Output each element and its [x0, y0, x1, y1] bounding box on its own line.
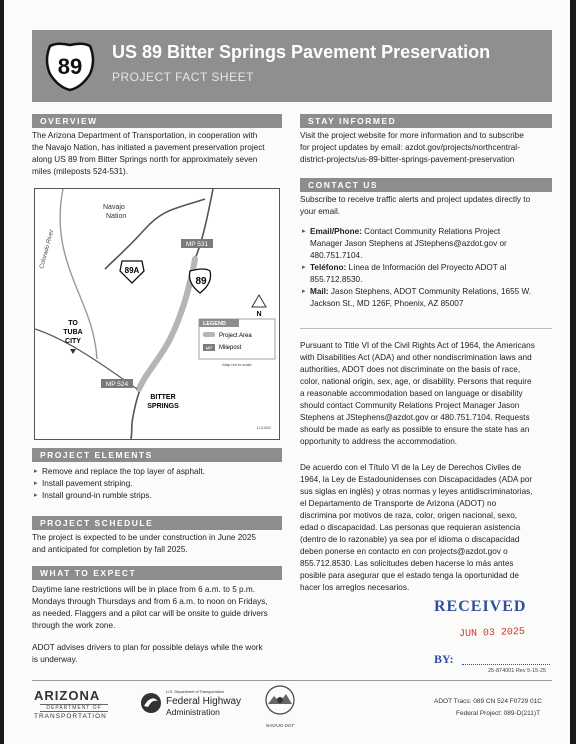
title-vi-spanish	[300, 462, 556, 594]
shield-89-label: 89	[195, 276, 207, 287]
overview-line: along US 89 from Bitter Springs north for approximately seven	[32, 155, 258, 164]
navajo-dot-emblem-icon	[260, 684, 300, 718]
map-label-to: TO	[68, 320, 78, 327]
project-elements-heading: PROJECT ELEMENTS	[32, 448, 282, 462]
schedule-line: and anticipated for completion by fall 2025.	[32, 545, 188, 554]
title-vi-line: Pursuant to Title VI of the Civil Rights Act of 1964, the Americans	[300, 341, 535, 350]
north-label: N	[256, 311, 262, 318]
overview-text	[32, 130, 284, 178]
contact-intro-line: Subscribe to receive traffic alerts and project updates directly to	[300, 195, 531, 204]
list-item: ▸ Remove and replace the top layer of asphalt.	[34, 466, 284, 478]
expect-line: through the work zone.	[32, 621, 116, 630]
page-subtitle: PROJECT FACT SHEET	[112, 70, 254, 84]
advise-line: is underway.	[32, 655, 78, 664]
map-id-label: 11-61863	[256, 426, 271, 430]
mail-label: Mail:	[310, 287, 329, 296]
phone-label: Teléfono:	[310, 263, 347, 272]
map-label-springs: SPRINGS	[147, 403, 179, 410]
us-route-shield-icon	[44, 40, 96, 92]
title-vi-es-line: (dentro de lo razonable) ya sea por el idioma o discapacidad	[300, 535, 520, 544]
legend-project-label: Project Area	[219, 333, 252, 339]
shield-number: 89	[57, 54, 83, 79]
adot-logo-transportation: TRANSPORTATION	[34, 713, 107, 720]
title-vi-es-line: el Departamento de Transporte de Arizona (ADOT) no	[300, 499, 497, 508]
contact-phone-number: 855.712.8530.	[310, 275, 363, 284]
legend-project-swatch	[203, 332, 215, 337]
map-legend-title: LEGEND	[203, 321, 226, 327]
title-vi-es-line: discrimina por motivos de raza, color, origen nacional, sexo,	[300, 511, 518, 520]
contact-email-item	[302, 226, 558, 262]
title-vi-es-line: sus siglas en inglés) y otras normas y leyes antidiscriminatorias,	[300, 487, 533, 496]
project-map-graphic	[35, 189, 279, 439]
overview-heading: OVERVIEW	[32, 114, 282, 128]
expect-text	[32, 584, 284, 632]
title-vi-line: should be made as early as possible to ensure the state has an	[300, 425, 530, 434]
adot-tracs-number: ADOT Tracs: 089 CN 524 F0729 01C	[434, 698, 542, 705]
navajo-dot-logo	[260, 684, 300, 728]
contact-mail-line: Jackson St., MD 126F, Phoenix, AZ 85007	[310, 299, 464, 308]
document-code: 25-874001 Rev 5-15-25	[488, 668, 547, 674]
legend-milepost-label: Milepost	[219, 345, 242, 351]
map-label-bitter: BITTER	[150, 394, 176, 401]
project-map	[34, 188, 280, 440]
title-vi-english	[300, 340, 556, 448]
title-vi-line: color, national origin, sex, age, or disability. Persons that require	[300, 377, 532, 386]
advise-text	[32, 642, 284, 666]
map-scale-note: Map not to scale	[222, 362, 252, 367]
highway-89-line	[131, 189, 213, 439]
expect-line: Daytime lane restrictions will be in place from 6 a.m. to 5 p.m.	[32, 585, 255, 594]
received-stamp-date: JUN 03 2025	[458, 626, 526, 641]
contact-us-heading: CONTACT US	[300, 178, 552, 192]
contact-phone-number: 480.751.7104.	[310, 251, 363, 260]
milepost-531-label: MP 531	[185, 241, 209, 248]
legend-mp-key: MP	[205, 345, 213, 351]
map-label-river: Colorado River	[39, 229, 56, 270]
fhwa-logo	[140, 690, 250, 716]
project-schedule-heading: PROJECT SCHEDULE	[32, 516, 282, 530]
title-vi-es-line: De acuerdo con el Título VI de la Ley de Derechos Civiles de	[300, 463, 522, 472]
title-vi-line: with Disabilities Act (ADA) and other nondiscrimination laws and	[300, 353, 532, 362]
title-vi-es-line: edad o discapacidad. Las personas que requieran asistencia	[300, 523, 521, 532]
contact-mail-item	[302, 286, 558, 310]
contact-email-address[interactable]: Manager Jason Stephens at JStephens@azdot.gov or	[310, 239, 507, 248]
north-arrow-icon	[252, 295, 266, 307]
expect-line: as needed. Flaggers and a pilot car will be onsite to guide drivers	[32, 609, 268, 618]
project-elements-list	[34, 466, 284, 502]
section-divider	[300, 328, 552, 329]
contact-phone-item	[302, 262, 558, 286]
adot-logo-dept: DEPARTMENT OF	[40, 704, 108, 712]
adot-logo	[34, 688, 114, 720]
contact-email-line: Contact Community Relations Project	[361, 227, 501, 236]
map-label-nation: Nation	[106, 213, 127, 220]
usdot-emblem-icon	[140, 692, 162, 714]
overview-line: The Arizona Department of Transportation, in cooperation with	[32, 131, 258, 140]
received-stamp-by: BY:	[434, 652, 454, 666]
fhwa-label-1: Federal Highway	[166, 696, 242, 707]
schedule-text	[32, 532, 284, 556]
map-label-tuba: TUBA	[63, 329, 83, 336]
page-title: US 89 Bitter Springs Pavement Preservation	[112, 42, 491, 62]
project-website-link[interactable]: for project updates by email: azdot.gov/projects/northcentral-	[300, 143, 520, 152]
list-item: ▸ Install pavement striping.	[34, 478, 284, 490]
footer-divider	[32, 680, 552, 681]
adot-logo-arizona: ARIZONA	[34, 688, 101, 703]
project-website-link[interactable]: district-projects/us-89-bitter-springs-pavement-preservation	[300, 155, 515, 164]
title-vi-line: a reasonable accommodation based on language or disability	[300, 389, 523, 398]
contact-intro-line: your email.	[300, 207, 341, 216]
what-to-expect-heading: WHAT TO EXPECT	[32, 566, 282, 580]
overview-line: miles (mileposts 524-531).	[32, 167, 129, 176]
overview-line: the Navajo Nation, has initiated a pavement preservation project	[32, 143, 265, 152]
header-banner	[32, 30, 552, 102]
federal-project-number: Federal Project: 089-D(211)T	[456, 710, 541, 717]
title-vi-line: opportunity to address the accommodation.	[300, 437, 458, 446]
title-vi-line: Stephens at JStephens@azdot.gov or 480.751.7104. Requests	[300, 413, 530, 422]
schedule-line: The project is expected to be under construction in June 2025	[32, 533, 256, 542]
received-stamp: RECEIVED	[434, 598, 527, 615]
contact-intro	[300, 194, 556, 218]
expect-line: Mondays through Thursdays and from 6 a.m. to noon on Fridays,	[32, 597, 268, 606]
milepost-524-label: MP 524	[105, 381, 129, 388]
stay-informed-line: Visit the project website for more information and to subscribe	[300, 131, 524, 140]
title-vi-es-line: 855.712.8530. Las solicitudes deben hacerse lo más antes	[300, 559, 514, 568]
shield-89a-label: 89A	[124, 266, 140, 275]
contact-list	[302, 226, 558, 310]
fhwa-label-2: Administration	[166, 707, 220, 717]
map-label-city: CITY	[65, 338, 81, 345]
contact-mail-line: Jason Stephens, ADOT Community Relations, 1655 W.	[328, 287, 532, 296]
tuba-city-arrow-icon	[70, 349, 76, 354]
title-vi-line: should contact Community Relations Project Manager Jason	[300, 401, 520, 410]
received-signature-line	[462, 664, 550, 665]
title-vi-es-line: posible para asegurar que el estado tenga la oportunidad de	[300, 571, 519, 580]
navajo-dot-label: NAVAJO DOT	[265, 723, 295, 728]
title-vi-es-line: deben ponerse en contacto en con projects@azdot.gov o	[300, 547, 508, 556]
email-label: Email/Phone:	[310, 227, 362, 236]
contact-phone-line: Línea de Información del Proyecto ADOT al	[346, 263, 507, 272]
usdot-label: U.S. Department of Transportation	[166, 690, 224, 694]
map-label-navajo: Navajo	[103, 204, 125, 211]
advise-line: ADOT advises drivers to plan for possible delays while the work	[32, 643, 263, 652]
title-vi-line: authorities, ADOT does not discriminate on the basis of race,	[300, 365, 521, 374]
list-item: ▸ Install ground-in rumble strips.	[34, 490, 284, 502]
stay-informed-heading: STAY INFORMED	[300, 114, 552, 128]
fact-sheet-page	[4, 0, 570, 744]
project-area-highlight	[139, 259, 195, 389]
title-vi-es-line: hacer los arreglos necesarios.	[300, 583, 410, 592]
title-vi-es-line: 1964, la Ley de Estadounidenses con Discapacidades (ADA por	[300, 475, 533, 484]
stay-informed-text	[300, 130, 556, 166]
